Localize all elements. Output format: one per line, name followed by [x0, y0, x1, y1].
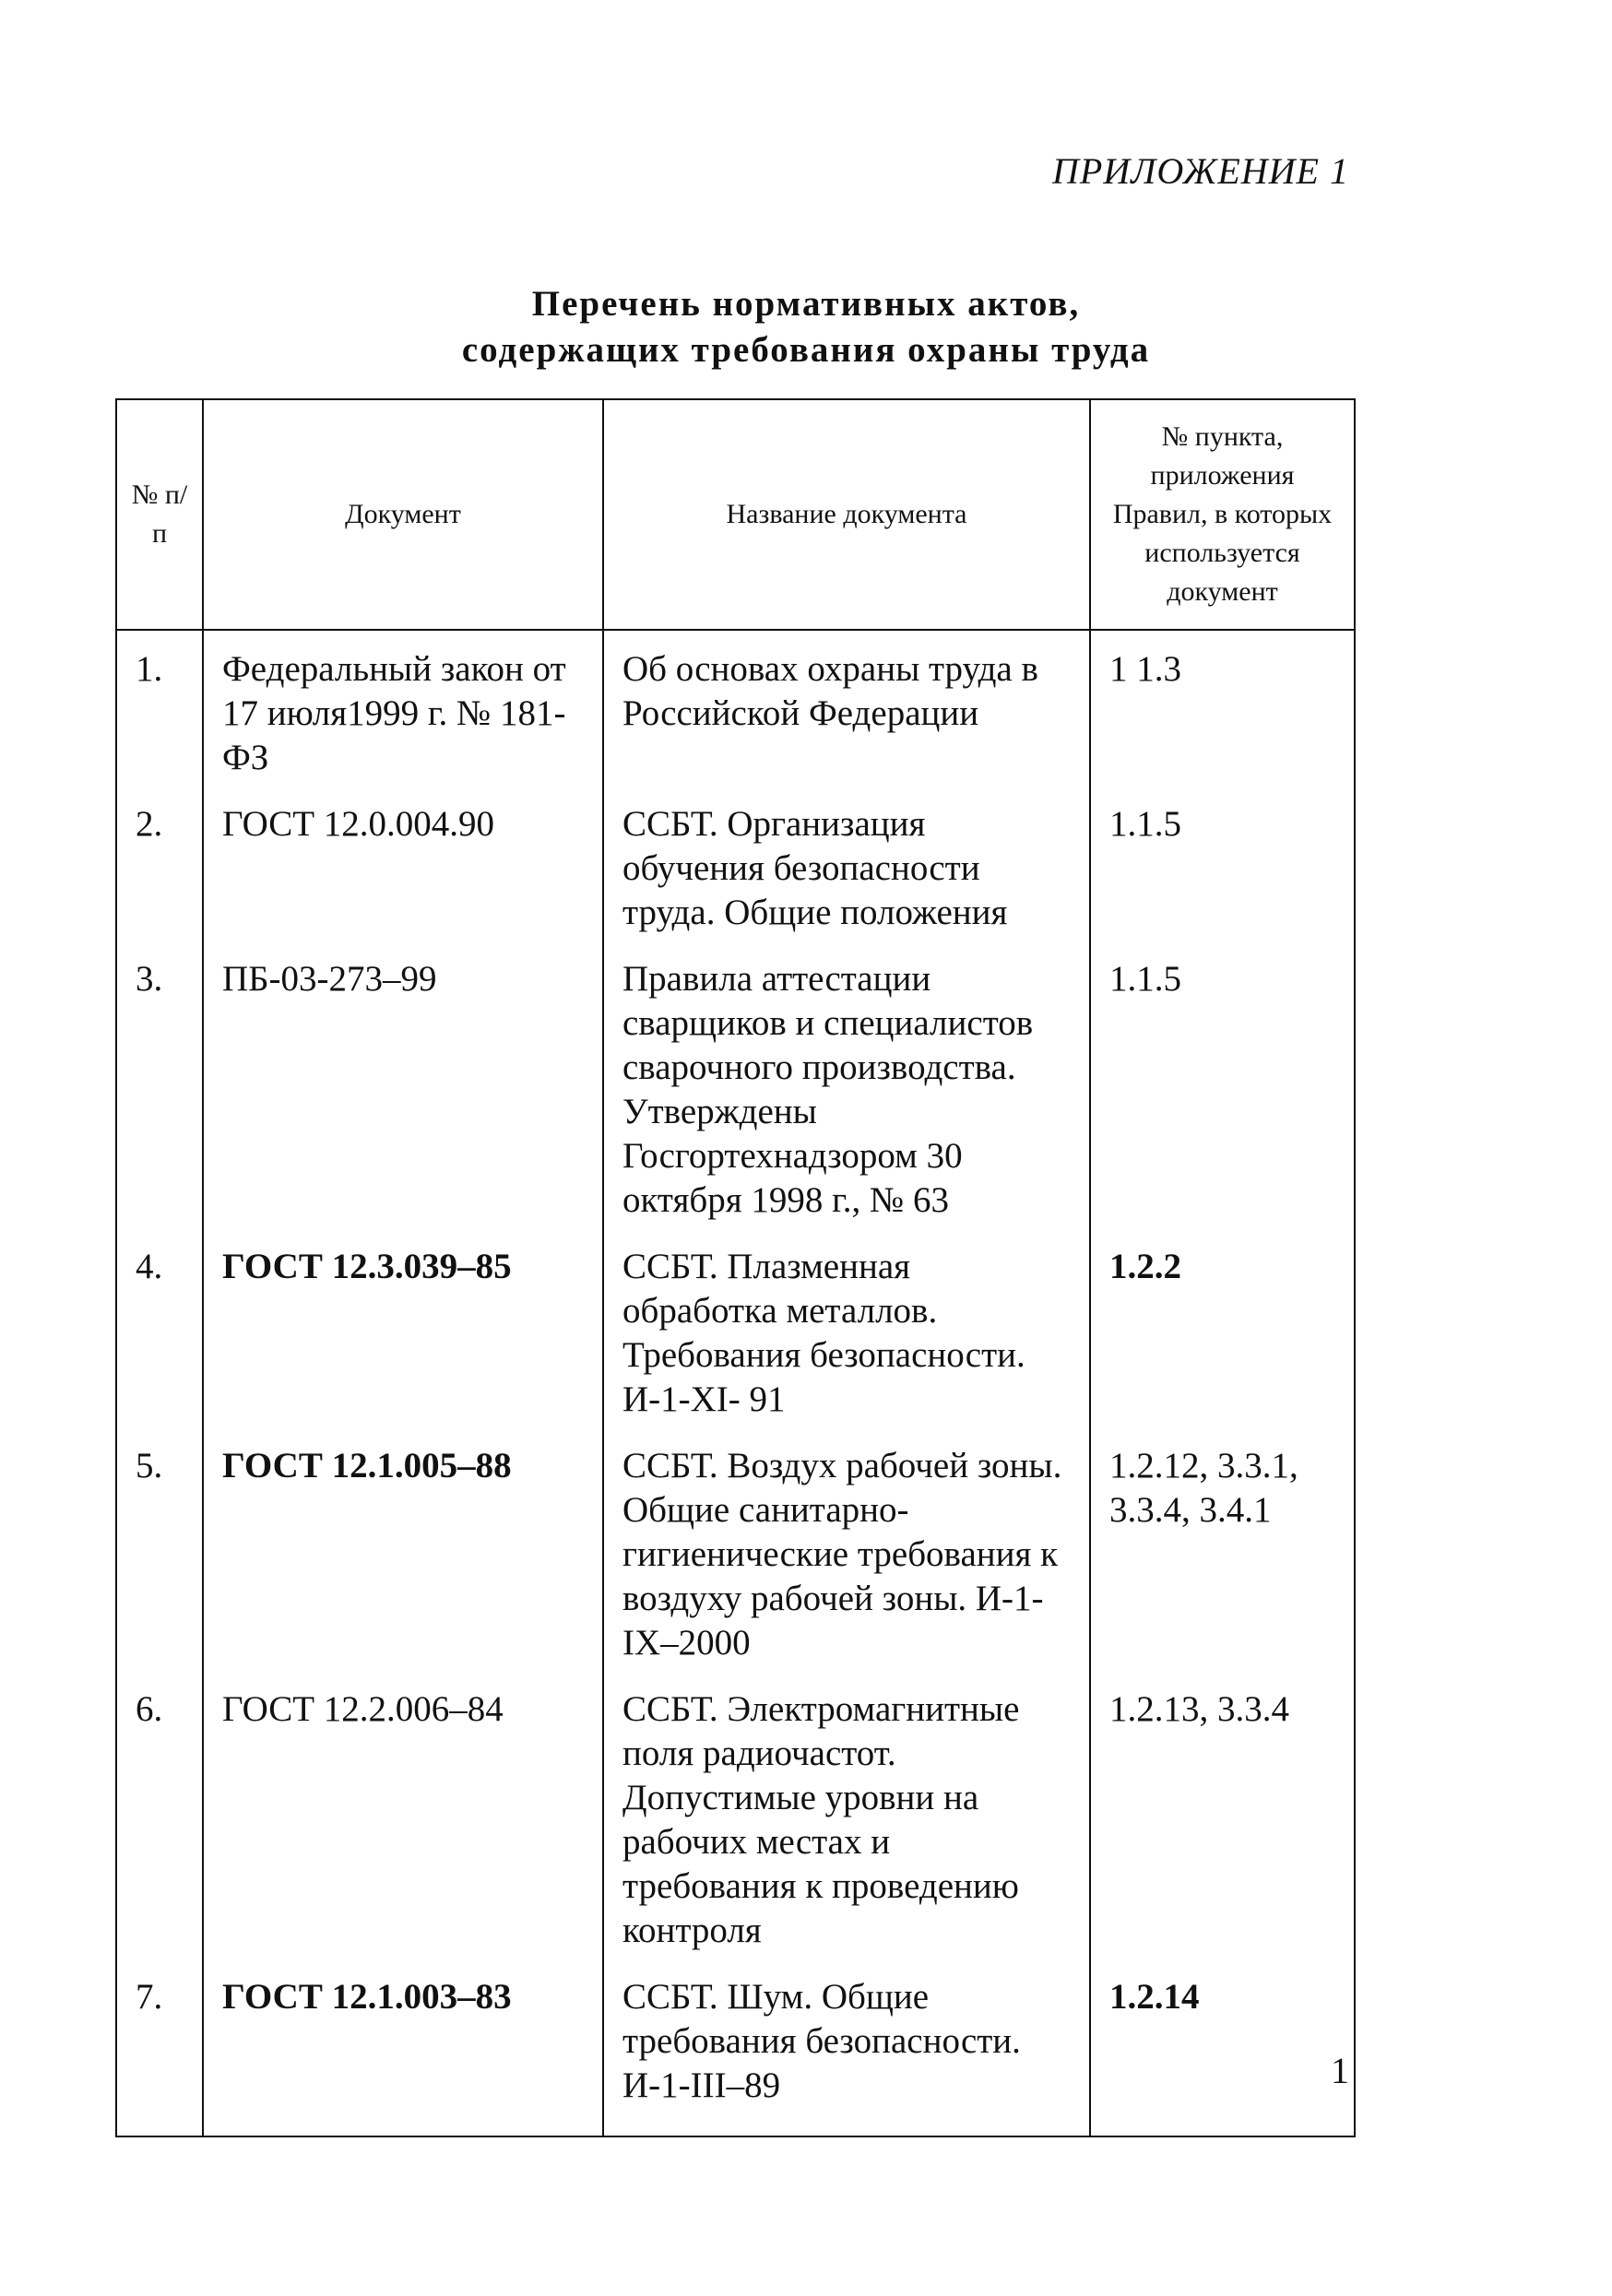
row-num: 3. — [116, 941, 203, 1228]
row-num: 5. — [116, 1427, 203, 1671]
row-name: ССБТ. Организация обучения безопасности труда. Общие положения — [603, 786, 1090, 941]
table-row — [116, 1959, 1355, 2136]
table-row — [116, 1671, 1355, 1959]
table-row — [116, 786, 1355, 941]
page-number: 1 — [1331, 2050, 1349, 2091]
header-points: № пункта, приложения Правил, в которых используется документ — [1090, 399, 1355, 630]
table-row — [116, 630, 1355, 786]
header-num: № п/п — [116, 399, 203, 630]
row-document: ПБ-03-273–99 — [203, 941, 603, 1228]
title-line-2: содержащих требования охраны труда — [461, 330, 1151, 370]
table-row — [116, 941, 1355, 1228]
header-document: Документ — [203, 399, 603, 630]
table-row — [116, 1427, 1355, 1671]
row-num: 1. — [116, 630, 203, 786]
row-document: Федеральный закон от 17 июля1999 г. № 181-ФЗ — [203, 630, 603, 786]
row-num: 6. — [116, 1671, 203, 1959]
table-body — [116, 630, 1355, 2136]
row-points: 1.2.12, 3.3.1, 3.3.4, 3.4.1 — [1090, 1427, 1355, 1671]
row-document: ГОСТ 12.1.003–83 — [203, 1959, 603, 2136]
row-num: 7. — [116, 1959, 203, 2136]
row-name: Правила аттестации сварщиков и специалистов сварочного производства. Утверждены Госгортехнадзором 30 октября 1998 г., № 63 — [603, 941, 1090, 1228]
row-points: 1.2.2 — [1090, 1228, 1355, 1427]
row-name: ССБТ. Воздух рабочей зоны. Общие санитарно-гигиенические требования к воздуху рабочей зоны. И-1-IX–2000 — [603, 1427, 1090, 1671]
header-name: Название документа — [603, 399, 1090, 630]
row-name: ССБТ. Шум. Общие требования безопасности. И-1-III–89 — [603, 1959, 1090, 2136]
table-header-row — [116, 399, 1355, 630]
row-points: 1.1.5 — [1090, 786, 1355, 941]
row-name: Об основах охраны труда в Российской Федерации — [603, 630, 1090, 786]
document-title — [0, 281, 1612, 373]
row-document: ГОСТ 12.2.006–84 — [203, 1671, 603, 1959]
appendix-label: ПРИЛОЖЕНИЕ 1 — [1052, 150, 1349, 192]
row-num: 4. — [116, 1228, 203, 1427]
row-document: ГОСТ 12.0.004.90 — [203, 786, 603, 941]
row-points: 1.1.5 — [1090, 941, 1355, 1228]
row-points: 1.2.13, 3.3.4 — [1090, 1671, 1355, 1959]
row-name: ССБТ. Плазменная обработка металлов. Требования безопасности. И-1-XI- 91 — [603, 1228, 1090, 1427]
row-num: 2. — [116, 786, 203, 941]
row-points: 1.2.14 — [1090, 1959, 1355, 2136]
table-row — [116, 1228, 1355, 1427]
row-document: ГОСТ 12.3.039–85 — [203, 1228, 603, 1427]
row-document: ГОСТ 12.1.005–88 — [203, 1427, 603, 1671]
row-name: ССБТ. Электромагнитные поля радиочастот. Допустимые уровни на рабочих местах и требования к проведению контроля — [603, 1671, 1090, 1959]
row-points: 1 1.3 — [1090, 630, 1355, 786]
title-line-1: Перечень нормативных актов, — [531, 284, 1081, 324]
normative-acts-table — [115, 398, 1356, 2137]
